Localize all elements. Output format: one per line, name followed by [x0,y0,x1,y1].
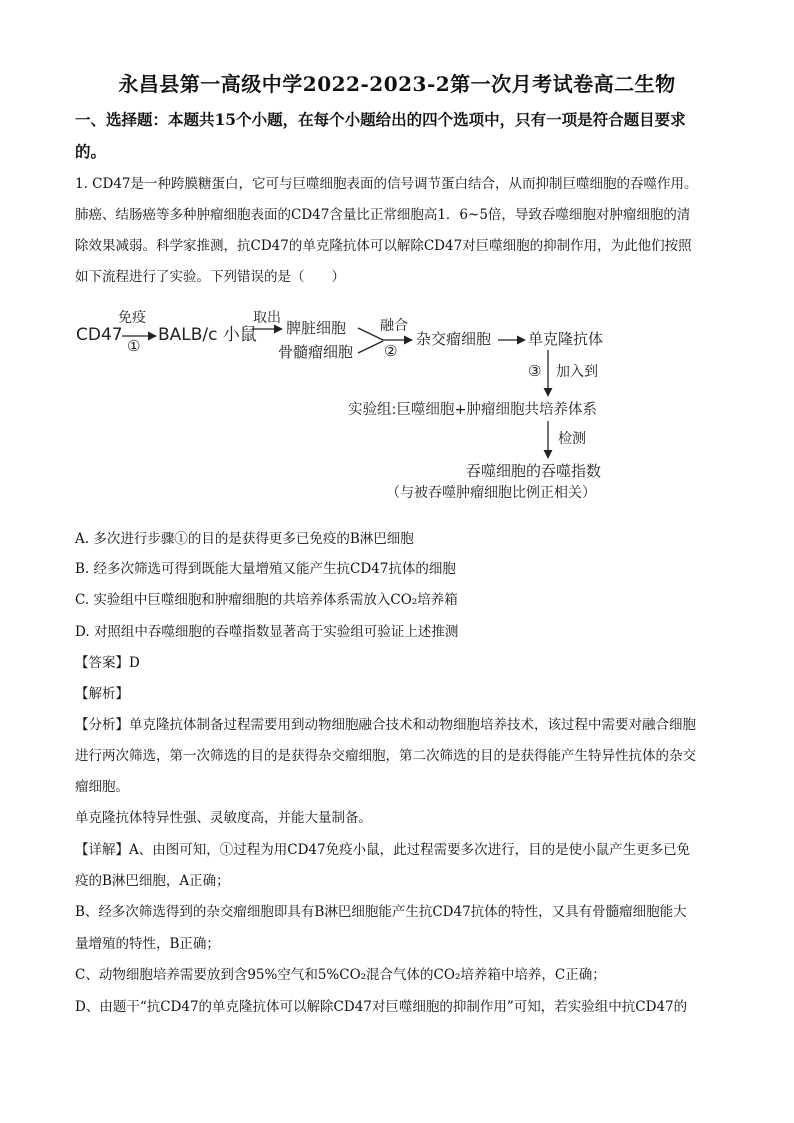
analysis-line: 进行两次筛选，第一次筛选的目的是获得杂交瘤细胞，第二次筛选的目的是获得能产生特异性抗体的杂交 [75,748,696,764]
hybridoma-label: 杂交瘤细胞 [416,330,492,348]
question-text-line: 肺癌、结肠癌等多种肿瘤细胞表面的CD47含量比正常细胞高1．6~5倍，导致吞噬细胞对肿瘤细胞的清 [75,207,691,223]
detect-label: 检测 [558,431,586,447]
question-text-line: 如下流程进行了实验。下列错误的是（ ） [75,269,345,285]
experiment-flow-diagram [70,300,730,510]
step-2-label: ② [384,342,398,360]
analysis-label: 【解析】 [75,686,129,702]
analysis-line: 【分析】单克隆抗体制备过程需要用到动物细胞融合技术和动物细胞培养技术，该过程中需要对融合细胞 [75,717,696,733]
step-3-label: ③ [528,362,542,380]
option-b: B. 经多次筛选可得到既能大量增殖又能产生抗CD47抗体的细胞 [75,561,456,577]
exam-title: 永昌县第一高级中学2022-2023-2第一次月考试卷高二生物 [118,72,676,96]
question-text-line: 除效果减弱。科学家推测，抗CD47的单克隆抗体可以解除CD47对巨噬细胞的抑制作用，为此他们按照 [75,238,692,254]
detail-line: C、动物细胞培养需要放到含95%空气和5%CO₂混合气体的CO₂培养箱中培养，C正确； [75,967,606,983]
option-a: A. 多次进行步骤①的目的是获得更多已免疫的B淋巴细胞 [75,531,414,547]
add-to-label: 加入到 [556,364,598,380]
detail-line: 疫的B淋巴细胞，A正确； [75,873,230,889]
option-c: C. 实验组中巨噬细胞和肿瘤细胞的共培养体系需放入CO₂培养箱 [75,592,458,608]
phagocytic-index-label: 吞噬细胞的吞噬指数 [466,462,602,480]
analysis-line: 单克隆抗体特异性强、灵敏度高，并能大量制备。 [75,810,372,826]
step-1-label: ① [127,337,141,355]
mab-label: 单克隆抗体 [528,330,604,348]
spleen-cells-label: 脾脏细胞 [286,319,347,337]
section-heading: 一、选择题：本题共15个小题，在每个小题给出的四个选项中，只有一项是符合题目要求 [75,110,686,129]
extract-label: 取出 [253,310,281,326]
detail-line: D、由题干“抗CD47的单克隆抗体可以解除CD47对巨噬细胞的抑制作用”可知，若实验组中抗CD47的 [75,999,688,1015]
immunize-label: 免疫 [118,310,146,326]
myeloma-cells-label: 骨髓瘤细胞 [278,343,354,361]
detail-line: 量增殖的特性，B正确； [75,936,220,952]
section-heading-cont: 的。 [75,142,107,161]
cd47-label: CD47 [76,325,123,345]
detail-line: 【详解】A、由图可知，①过程为用CD47免疫小鼠，此过程需要多次进行，目的是使小鼠产生更多已免 [75,842,691,858]
mouse-label: BALB/c 小鼠 [158,325,257,345]
experiment-group-label: 实验组:巨噬细胞+肿瘤细胞共培养体系 [348,402,598,418]
question-text-line: 1. CD47是一种跨膜糖蛋白，它可与巨噬细胞表面的信号调节蛋白结合，从而抑制巨噬细胞的吞噬作用。 [75,176,698,192]
analysis-line: 瘤细胞。 [75,779,129,795]
detail-line: B、经多次筛选得到的杂交瘤细胞即具有B淋巴细胞能产生抗CD47抗体的特性，又具有骨髓瘤细胞能大 [75,904,687,920]
phagocytic-index-note: （与被吞噬肿瘤细胞比例正相关） [386,485,596,501]
fuse-label: 融合 [380,318,408,334]
fuse-line-bottom [358,341,383,353]
option-d: D. 对照组中吞噬细胞的吞噬指数显著高于实验组可验证上述推测 [75,624,459,640]
answer-label: 【答案】D [75,655,140,671]
